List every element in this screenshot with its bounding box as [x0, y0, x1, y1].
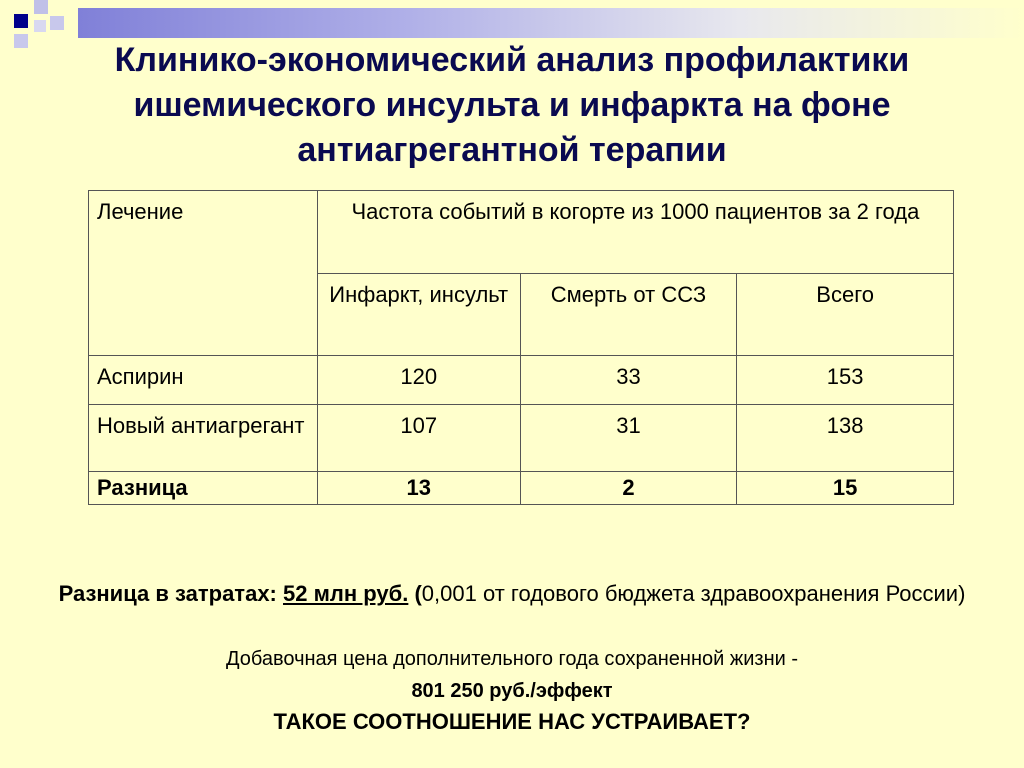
title-line-1: Клинико-экономический анализ профилактики	[114, 41, 910, 79]
decor-square-light-4	[34, 20, 46, 32]
cell-value: 153	[737, 356, 954, 405]
cost-note: 0,001 от годового бюджета здравоохранения России)	[421, 581, 966, 606]
extra-cost-line: Добавочная цена дополнительного года сохраненной жизни -	[225, 648, 799, 670]
header-frequency: Частота событий в когорте из 1000 пациентов за 2 года	[317, 191, 953, 274]
subheader-total: Всего	[737, 273, 954, 356]
title-line-3: антиагрегантной терапии	[297, 131, 727, 169]
decor-square-dark-1	[14, 14, 28, 28]
subheader-infarct-stroke: Инфаркт, инсульт	[317, 273, 520, 356]
cost-label: Разница в затратах:	[58, 581, 277, 606]
price-per-effect: 801 250 руб./эффект	[411, 680, 613, 702]
cell-value: 15	[737, 472, 954, 505]
cost-difference-text	[40, 578, 984, 610]
cell-value: 33	[520, 356, 737, 405]
cell-value: 13	[317, 472, 520, 505]
subheader-cvd-death: Смерть от ССЗ	[520, 273, 737, 356]
table-row	[89, 356, 954, 405]
row-label-aspirin: Аспирин	[89, 356, 318, 405]
cell-value: 31	[520, 405, 737, 472]
cell-value: 2	[520, 472, 737, 505]
cell-value: 107	[317, 405, 520, 472]
row-label-difference: Разница	[89, 472, 318, 505]
row-label-new-antiplatelet: Новый антиагрегант	[89, 405, 318, 472]
cost-paren: (	[414, 581, 422, 606]
header-treatment: Лечение	[89, 191, 318, 356]
cell-value: 120	[317, 356, 520, 405]
results-table	[88, 190, 954, 505]
header-gradient-bar	[78, 8, 1024, 38]
decor-square-light-1	[34, 0, 48, 14]
cell-value: 138	[737, 405, 954, 472]
closing-question: ТАКОЕ СООТНОШЕНИЕ НАС УСТРАИВАЕТ?	[273, 709, 751, 734]
title-line-2: ишемического инсульта и инфаркта на фоне	[133, 86, 891, 124]
table-row	[89, 405, 954, 472]
slide-title	[20, 38, 1004, 173]
table-row-difference	[89, 472, 954, 505]
cost-value: 52 млн руб.	[283, 581, 409, 606]
decor-square-light-2	[50, 16, 64, 30]
table-header-row	[89, 191, 954, 274]
